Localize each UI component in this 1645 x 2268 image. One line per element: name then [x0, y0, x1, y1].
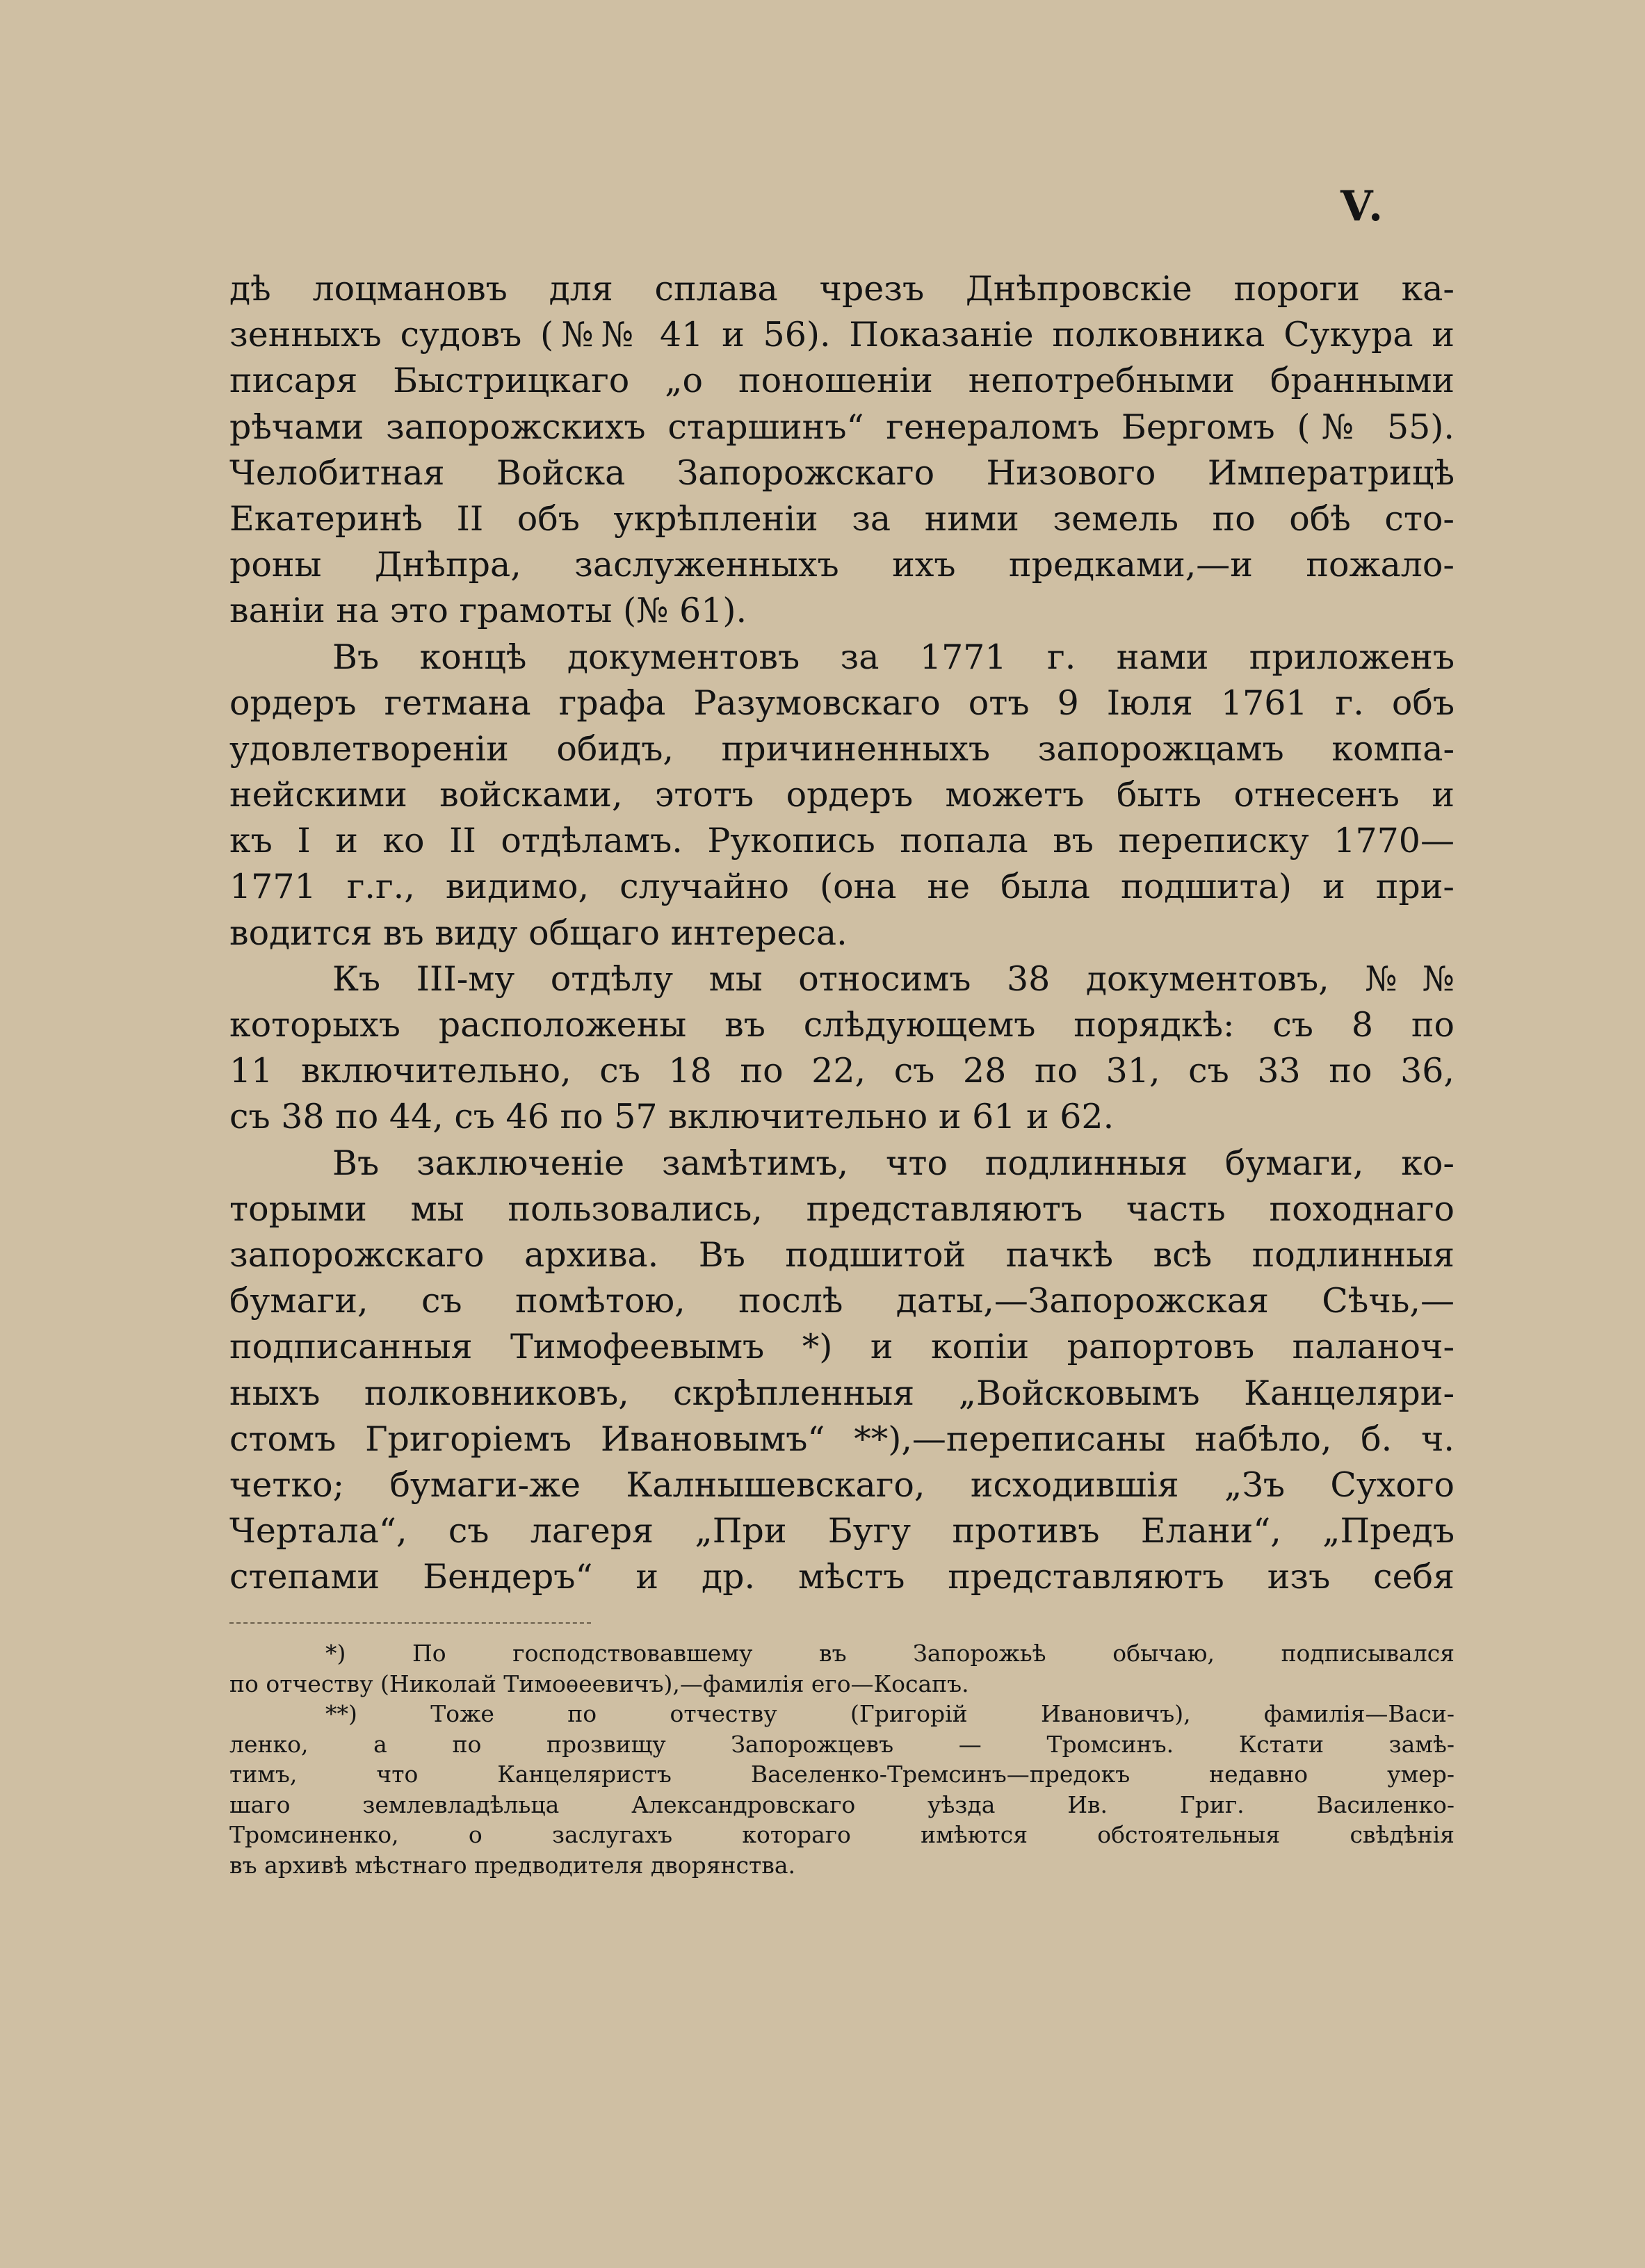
text-line: зенныхъ судовъ (№№ 41 и 56). Показаніе полковника Сукура и: [229, 315, 1454, 355]
footnote-line: по отчеству (Николай Тимоѳеевичъ),—фамилія его—Косапъ.: [229, 1670, 969, 1697]
text-line: дѣ лоцмановъ для сплава чрезъ Днѣпровскіе пороги ка-: [229, 269, 1454, 309]
text-line: роны Днѣпра, заслуженныхъ ихъ предками,—и пожало-: [229, 545, 1454, 585]
text-line: подписанныя Тимофеевымъ *) и копіи рапортовъ паланоч-: [229, 1327, 1454, 1367]
text-line: Въ концѣ документовъ за 1771 г. нами приложенъ: [332, 637, 1454, 677]
footnote-separator: [229, 1622, 591, 1624]
text-line: бумаги, съ помѣтою, послѣ даты,—Запорожская Сѣчь,—: [229, 1281, 1454, 1321]
text-line: съ 38 по 44, съ 46 по 57 включительно и 61 и 62.: [229, 1097, 1115, 1137]
text-line: Екатеринѣ II объ укрѣпленіи за ними земель по обѣ сто-: [229, 498, 1454, 539]
footnote-line: Тромсиненко, о заслугахъ котораго имѣются обстоятельныя свѣдѣнія: [229, 1821, 1454, 1848]
text-line: стомъ Григоріемъ Ивановымъ“ **),—переписаны набѣло, б. ч.: [229, 1419, 1454, 1459]
text-line: которыхъ расположены въ слѣдующемъ порядкѣ: съ 8 по: [229, 1005, 1454, 1045]
body-text: [229, 266, 1454, 1600]
text-line: нейскими войсками, этотъ ордеръ можетъ быть отнесенъ и: [229, 775, 1454, 815]
text-line: Челобитная Войска Запорожскаго Низового Императрицѣ: [229, 452, 1454, 493]
text-line: къ I и ко II отдѣламъ. Рукопись попала въ переписку 1770—: [229, 821, 1454, 861]
text-line: ныхъ полковниковъ, скрѣпленныя „Войсковымъ Канцеляри-: [229, 1373, 1454, 1413]
text-line: ваніи на это грамоты (№ 61).: [229, 591, 747, 631]
text-line: 11 включительно, съ 18 по 22, съ 28 по 31, съ 33 по 36,: [229, 1051, 1454, 1091]
page-number: V.: [1340, 182, 1386, 231]
text-line: Къ III-му отдѣлу мы относимъ 38 документовъ, №№: [332, 958, 1454, 999]
text-line: запорожскаго архива. Въ подшитой пачкѣ всѣ подлинныя: [229, 1234, 1454, 1275]
text-line: степами Бендеръ“ и др. мѣстъ представляютъ изъ себя: [229, 1557, 1454, 1597]
text-line: Чертала“, съ лагеря „При Бугу противъ Елани“, „Предъ: [229, 1511, 1454, 1551]
text-line: ордеръ гетмана графа Разумовскаго отъ 9 Іюля 1761 г. объ: [229, 683, 1454, 723]
footnote-line: *) По господствовавшему въ Запорожьѣ обычаю, подписывался: [325, 1640, 1454, 1667]
text-line: 1771 г.г., видимо, случайно (она не была подшита) и при-: [229, 867, 1454, 907]
text-line: рѣчами запорожскихъ старшинъ“ генераломъ Бергомъ (№ 55).: [229, 407, 1454, 447]
text-line: торыми мы пользовались, представляютъ часть походнаго: [229, 1189, 1454, 1229]
text-line: водится въ виду общаго интереса.: [229, 913, 848, 953]
text-line: удовлетвореніи обидъ, причиненныхъ запорожцамъ компа-: [229, 728, 1454, 769]
footnote-line: шаго землевладѣльца Александровскаго уѣзда Ив. Григ. Василенко-: [229, 1790, 1454, 1818]
footnotes: [229, 1638, 1454, 1880]
text-line: четко; бумаги-же Калнышевскаго, исходившія „Зъ Сухого: [229, 1465, 1454, 1505]
footnote-line: ленко, а по прозвищу Запорожцевъ — Тромсинъ. Кстати замѣ-: [229, 1730, 1454, 1758]
footnote-line: **) Тоже по отчеству (Григорій Ивановичъ), фамилія—Васи-: [325, 1700, 1454, 1727]
text-line: Въ заключеніе замѣтимъ, что подлинныя бумаги, ко-: [332, 1143, 1454, 1183]
footnote-line: тимъ, что Канцеляристъ Васеленко-Тремсинъ—предокъ недавно умер-: [229, 1761, 1454, 1788]
text-line: писаря Быстрицкаго „о поношеніи непотребными бранными: [229, 361, 1454, 401]
footnote-line: въ архивѣ мѣстнаго предводителя дворянства.: [229, 1851, 796, 1879]
